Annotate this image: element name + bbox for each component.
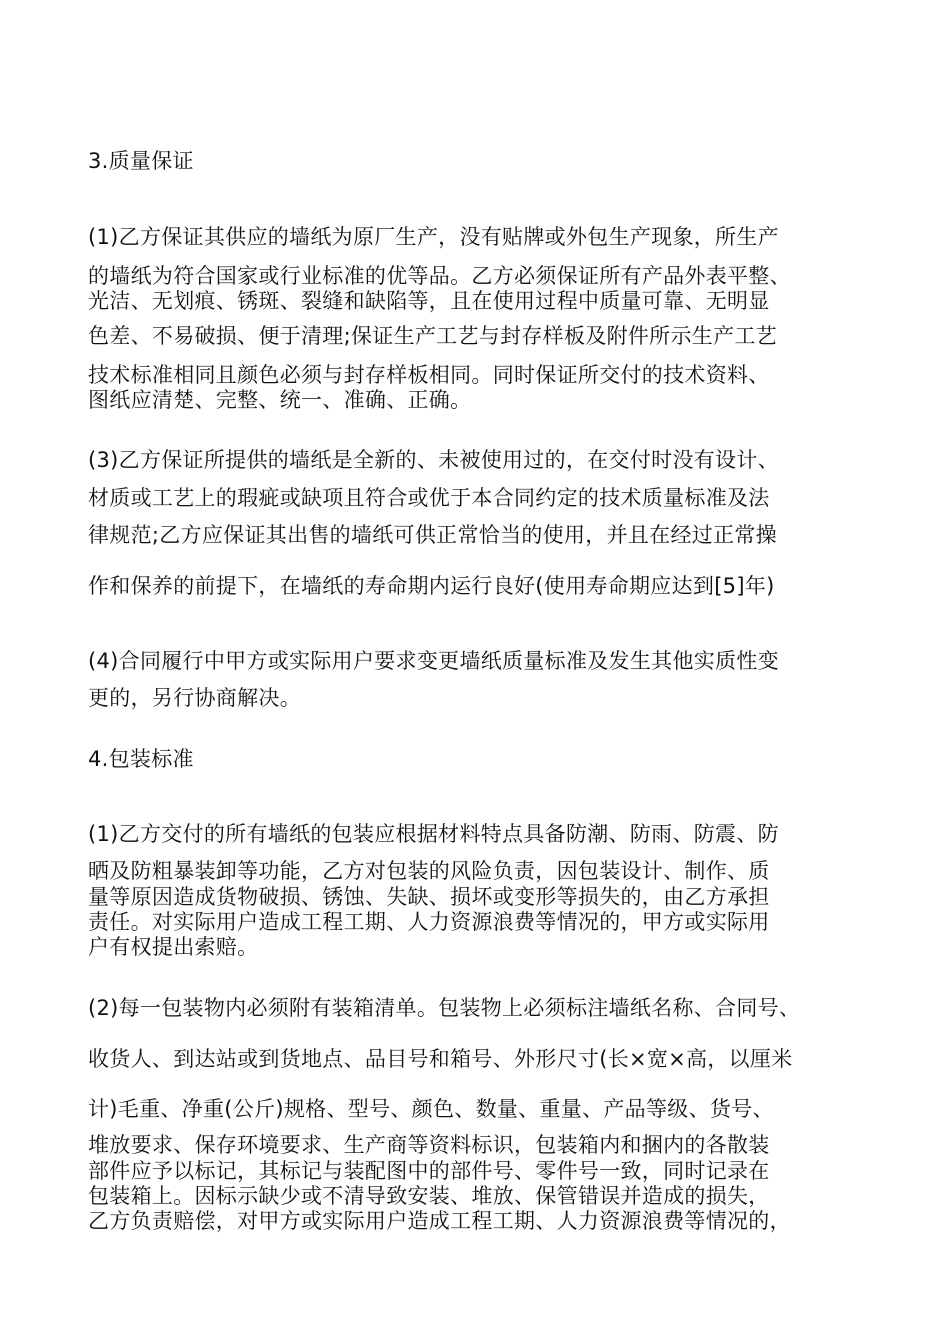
text-line: (3)乙方保证所提供的墙纸是全新的、未被使用过的，在交付时没有设计、	[88, 448, 779, 472]
text-line: 量等原因造成货物破损、锈蚀、失缺、损坏或变形等损失的，由乙方承担	[88, 885, 770, 909]
text-line: 的墙纸为符合国家或行业标准的优等品。乙方必须保证所有产品外表平整、	[88, 264, 791, 288]
text-line: 律规范;乙方应保证其出售的墙纸可供正常恰当的使用，并且在经过正常操	[88, 523, 777, 547]
text-line: 部件应予以标记，其标记与装配图中的部件号、零件号一致，同时记录在	[88, 1159, 770, 1183]
text-line: 更的，另行协商解决。	[88, 686, 301, 710]
text-line: (1)乙方保证其供应的墙纸为原厂生产，没有贴牌或外包生产现象，所生产	[88, 225, 779, 249]
text-line: 责任。对实际用户造成工程工期、人力资源浪费等情况的，甲方或实际用	[88, 910, 770, 934]
text-line: (4)合同履行中甲方或实际用户要求变更墙纸质量标准及发生其他实质性变	[88, 649, 779, 673]
text-line: 收货人、到达站或到货地点、品目号和箱号、外形尺寸(长×宽×高，以厘米	[88, 1047, 793, 1071]
text-line: 乙方负责赔偿，对甲方或实际用户造成工程工期、人力资源浪费等情况的，	[88, 1209, 791, 1233]
section-heading-packaging: 4.包装标准	[88, 747, 194, 771]
text-line: 包装箱上。因标示缺少或不清导致安装、堆放、保管错误并造成的损失，	[88, 1184, 770, 1208]
text-line: 技术标准相同且颜色必须与封存样板相同。同时保证所交付的技术资料、	[88, 363, 770, 387]
section-heading-quality: 3.质量保证	[88, 149, 194, 173]
text-line: 材质或工艺上的瑕疵或缺项且符合或优于本合同约定的技术质量标准及法	[88, 486, 770, 510]
text-line: 计)毛重、净重(公斤)规格、型号、颜色、数量、重量、产品等级、货号、	[88, 1097, 774, 1121]
text-line: 作和保养的前提下，在墙纸的寿命期内运行良好(使用寿命期应达到[5]年)	[88, 574, 775, 598]
text-line: (1)乙方交付的所有墙纸的包装应根据材料特点具备防潮、防雨、防震、防	[88, 822, 779, 846]
text-line: 晒及防粗暴装卸等功能，乙方对包装的风险负责，因包装设计、制作、质	[88, 859, 770, 883]
text-line: 堆放要求、保存环境要求、生产商等资料标识，包装箱内和捆内的各散装	[88, 1133, 770, 1157]
text-line: 光洁、无划痕、锈斑、裂缝和缺陷等，且在使用过程中质量可靠、无明显	[88, 289, 770, 313]
text-line: 户有权提出索赔。	[88, 935, 259, 959]
text-line: (2)每一包装物内必须附有装箱清单。包装物上必须标注墙纸名称、合同号、	[88, 996, 801, 1020]
text-line: 图纸应清楚、完整、统一、准确、正确。	[88, 388, 472, 412]
text-line: 色差、不易破损、便于清理;保证生产工艺与封存样板及附件所示生产工艺	[88, 324, 777, 348]
